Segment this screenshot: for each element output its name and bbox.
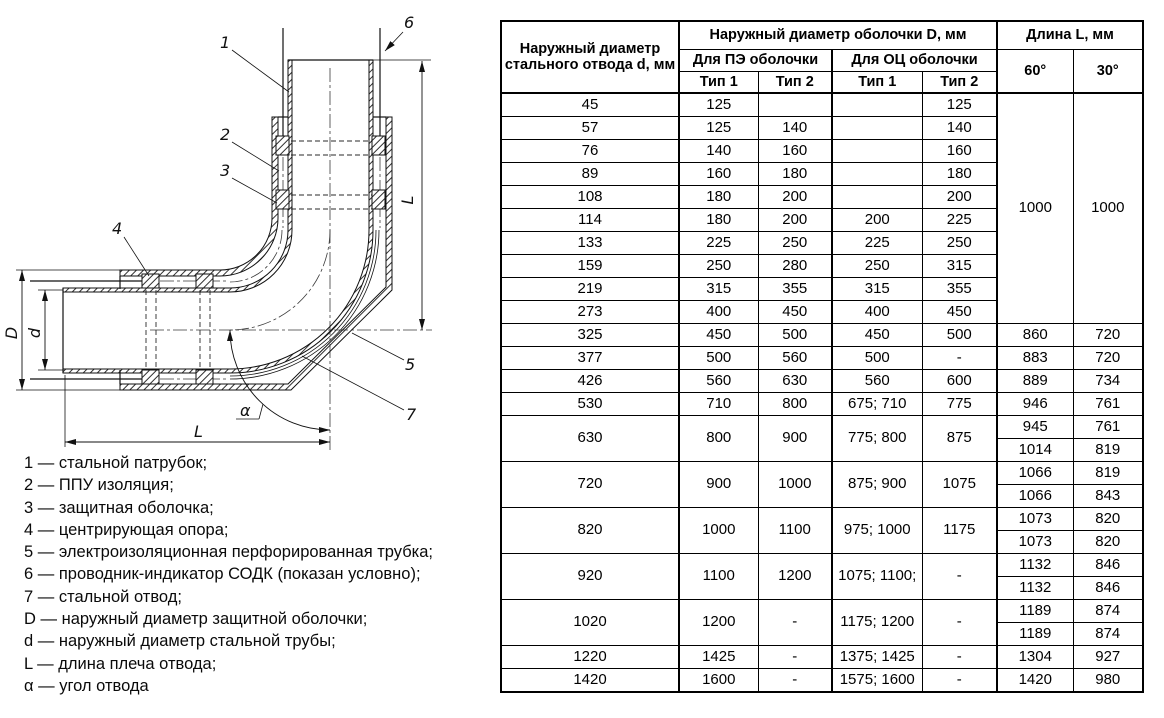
table-cell: 1189	[997, 623, 1073, 646]
table-cell: 426	[501, 370, 679, 393]
table-cell: 450	[679, 324, 758, 347]
table-cell: 133	[501, 232, 679, 255]
table-cell: 630	[758, 370, 832, 393]
table-cell: 900	[679, 462, 758, 508]
table-cell: 1075; 1100;	[832, 554, 922, 600]
table-cell: 843	[1073, 485, 1143, 508]
table-cell: 273	[501, 301, 679, 324]
dimensions-table	[500, 20, 1144, 693]
table-cell: 1000	[997, 93, 1073, 324]
centering-supports	[142, 136, 385, 384]
table-cell	[832, 117, 922, 140]
legend-item: 5 — электроизоляционная перфорированная трубка;	[24, 543, 433, 562]
callout-7: 7	[406, 405, 417, 424]
table-cell: 200	[758, 186, 832, 209]
table-cell: 160	[679, 163, 758, 186]
table-cell: 200	[922, 186, 997, 209]
table-cell: 180	[758, 163, 832, 186]
table-row	[501, 669, 1143, 693]
table-cell: 1200	[758, 554, 832, 600]
legend	[24, 452, 494, 697]
callout-4: 4	[112, 219, 123, 238]
elbow-drawing	[0, 0, 497, 455]
legend-item: 2 — ППУ изоляция;	[24, 476, 174, 495]
table-cell: 400	[832, 301, 922, 324]
legend-item: α — угол отвода	[24, 676, 149, 695]
table-cell: 500	[758, 324, 832, 347]
table-cell: 761	[1073, 393, 1143, 416]
table-cell: -	[922, 347, 997, 370]
table-row	[501, 508, 1143, 531]
table-cell: 500	[679, 347, 758, 370]
table-cell: 889	[997, 370, 1073, 393]
table-row	[501, 600, 1143, 623]
table-cell: 1600	[679, 669, 758, 693]
table-cell: 377	[501, 347, 679, 370]
table-body	[501, 93, 1143, 692]
callout-3: 3	[220, 161, 231, 180]
table-cell: 450	[758, 301, 832, 324]
legend-item: 1 — стальной патрубок;	[24, 454, 208, 472]
table-cell: 927	[1073, 646, 1143, 669]
table-cell: 1066	[997, 485, 1073, 508]
header-d-steel: Наружный диаметр стального отвода d, мм	[501, 21, 679, 93]
table-cell	[832, 163, 922, 186]
table-cell: 1000	[679, 508, 758, 554]
table-cell: 355	[922, 278, 997, 301]
table-cell: 180	[922, 163, 997, 186]
table-cell: 874	[1073, 623, 1143, 646]
table-cell: 57	[501, 117, 679, 140]
header-oc-type2: Тип 2	[922, 71, 997, 93]
table-cell: 846	[1073, 577, 1143, 600]
table-cell: 400	[679, 301, 758, 324]
legend-item: L — длина плеча отвода;	[24, 654, 217, 673]
table-cell: 1175; 1200	[832, 600, 922, 646]
table-cell: -	[922, 646, 997, 669]
table-cell: 250	[832, 255, 922, 278]
table-cell: 883	[997, 347, 1073, 370]
dim-label-D: D	[2, 326, 21, 340]
table-cell: 225	[832, 232, 922, 255]
perforated-tube	[230, 230, 379, 379]
table-cell: 710	[679, 393, 758, 416]
legend-item: d — наружный диаметр стальной трубы;	[24, 632, 336, 651]
table-cell: 450	[922, 301, 997, 324]
table-cell: 720	[1073, 324, 1143, 347]
table-cell: 1200	[679, 600, 758, 646]
table-cell: 325	[501, 324, 679, 347]
table-cell: 160	[922, 140, 997, 163]
table-cell: 140	[758, 117, 832, 140]
table-cell: 875; 900	[832, 462, 922, 508]
dim-label-L-horizontal: L	[194, 422, 203, 441]
table-cell: 1304	[997, 646, 1073, 669]
table-cell: 200	[758, 209, 832, 232]
table-row	[501, 554, 1143, 577]
header-pe: Для ПЭ оболочки	[679, 49, 832, 71]
table-row	[501, 393, 1143, 416]
table-cell: 560	[758, 347, 832, 370]
table-cell: 1073	[997, 531, 1073, 554]
sodk-conductors	[30, 28, 380, 379]
table-cell: 800	[758, 393, 832, 416]
table-cell: 1014	[997, 439, 1073, 462]
table-cell: 975; 1000	[832, 508, 922, 554]
dim-label-L-vertical: L	[398, 195, 417, 205]
header-shell-group: Наружный диаметр оболочки D, мм	[679, 21, 997, 49]
callout-2: 2	[220, 125, 231, 144]
table-cell: 315	[832, 278, 922, 301]
table-cell: 140	[679, 140, 758, 163]
table-cell: -	[922, 669, 997, 693]
table-row	[501, 370, 1143, 393]
table-cell	[832, 93, 922, 117]
table-cell: 1100	[758, 508, 832, 554]
table-cell: 159	[501, 255, 679, 278]
header-oc-type1: Тип 1	[832, 71, 922, 93]
legend-item: 4 — центрирующая опора;	[24, 520, 229, 539]
table-cell: 1073	[997, 508, 1073, 531]
table-cell: 846	[1073, 554, 1143, 577]
table-cell: 875	[922, 416, 997, 462]
table-cell: 500	[832, 347, 922, 370]
table-cell: 125	[922, 93, 997, 117]
table-cell: 315	[922, 255, 997, 278]
table-cell	[832, 140, 922, 163]
table-cell: 45	[501, 93, 679, 117]
table-cell: 900	[758, 416, 832, 462]
legend-item: 3 — защитная оболочка;	[24, 498, 214, 517]
table-cell: 775; 800	[832, 416, 922, 462]
table-row	[501, 462, 1143, 485]
table-cell: 250	[758, 232, 832, 255]
table-cell: 76	[501, 140, 679, 163]
table-cell: 1375; 1425	[832, 646, 922, 669]
table-cell: 920	[501, 554, 679, 600]
header-30deg: 30°	[1073, 49, 1143, 93]
table-cell: 355	[758, 278, 832, 301]
callout-6: 6	[404, 13, 415, 32]
table-cell: 250	[922, 232, 997, 255]
table-cell: -	[922, 600, 997, 646]
table-cell: 1020	[501, 600, 679, 646]
legend-item: 7 — стальной отвод;	[24, 587, 182, 606]
table-cell: 1100	[679, 554, 758, 600]
table-cell	[758, 93, 832, 117]
table-cell: 820	[501, 508, 679, 554]
table-cell: 1066	[997, 462, 1073, 485]
table-header	[501, 21, 1143, 93]
table-cell: 819	[1073, 439, 1143, 462]
table-cell: 860	[997, 324, 1073, 347]
table-cell: 1220	[501, 646, 679, 669]
table-cell: -	[758, 669, 832, 693]
table-cell: -	[758, 646, 832, 669]
table-cell: 1575; 1600	[832, 669, 922, 693]
table-cell: 946	[997, 393, 1073, 416]
table-cell: 250	[679, 255, 758, 278]
dim-label-d: d	[25, 327, 44, 339]
table-cell: 1075	[922, 462, 997, 508]
callout-5: 5	[405, 355, 416, 374]
table-cell: 600	[922, 370, 997, 393]
table-cell: -	[922, 554, 997, 600]
table-cell: 180	[679, 186, 758, 209]
table-cell: 761	[1073, 416, 1143, 439]
table-cell: 500	[922, 324, 997, 347]
table-row	[501, 646, 1143, 669]
table-cell: 1420	[501, 669, 679, 693]
table-cell: 280	[758, 255, 832, 278]
legend-item: 6 — проводник-индикатор СОДК (показан условно);	[24, 565, 421, 584]
table-cell: 140	[922, 117, 997, 140]
table-row	[501, 347, 1143, 370]
header-length-group: Длина L, мм	[997, 21, 1143, 49]
table-cell: 820	[1073, 508, 1143, 531]
table-cell: 315	[679, 278, 758, 301]
table-cell: 1420	[997, 669, 1073, 693]
casing-walls	[120, 117, 392, 390]
table-row	[501, 324, 1143, 347]
dim-label-alpha: α	[240, 401, 251, 420]
table-cell: 945	[997, 416, 1073, 439]
table-cell: 874	[1073, 600, 1143, 623]
table-cell: 530	[501, 393, 679, 416]
table-cell: 160	[758, 140, 832, 163]
table-cell: 1000	[1073, 93, 1143, 324]
table-cell: 720	[1073, 347, 1143, 370]
table-cell: 675; 710	[832, 393, 922, 416]
header-oc: Для ОЦ оболочки	[832, 49, 997, 71]
table-cell: 89	[501, 163, 679, 186]
table-cell: 1132	[997, 554, 1073, 577]
table-cell: 630	[501, 416, 679, 462]
header-60deg: 60°	[997, 49, 1073, 93]
table-cell: 1189	[997, 600, 1073, 623]
table-cell: 125	[679, 117, 758, 140]
table-row	[501, 416, 1143, 439]
table-cell: 114	[501, 209, 679, 232]
table-cell: 980	[1073, 669, 1143, 693]
table-cell: 219	[501, 278, 679, 301]
table-cell: 108	[501, 186, 679, 209]
legend-item: D — наружный диаметр защитной оболочки;	[24, 610, 368, 629]
table-cell: 1425	[679, 646, 758, 669]
table-cell: 720	[501, 462, 679, 508]
table-cell: 819	[1073, 462, 1143, 485]
table-cell: 1000	[758, 462, 832, 508]
callout-leaders	[124, 32, 404, 410]
table-cell: 734	[1073, 370, 1143, 393]
table-cell: 560	[832, 370, 922, 393]
table-cell: -	[758, 600, 832, 646]
table-cell: 1132	[997, 577, 1073, 600]
table-cell: 1175	[922, 508, 997, 554]
table-cell: 560	[679, 370, 758, 393]
steel-pipe-walls	[63, 60, 373, 373]
table-cell: 450	[832, 324, 922, 347]
table-cell: 180	[679, 209, 758, 232]
table-cell: 225	[679, 232, 758, 255]
table-cell: 225	[922, 209, 997, 232]
table-cell: 200	[832, 209, 922, 232]
table-cell: 800	[679, 416, 758, 462]
table-cell: 125	[679, 93, 758, 117]
table-cell: 775	[922, 393, 997, 416]
header-pe-type2: Тип 2	[758, 71, 832, 93]
table-cell: 820	[1073, 531, 1143, 554]
callout-1: 1	[220, 33, 231, 52]
hidden-lines	[146, 141, 380, 379]
header-pe-type1: Тип 1	[679, 71, 758, 93]
table-row	[501, 93, 1143, 117]
table-cell	[832, 186, 922, 209]
